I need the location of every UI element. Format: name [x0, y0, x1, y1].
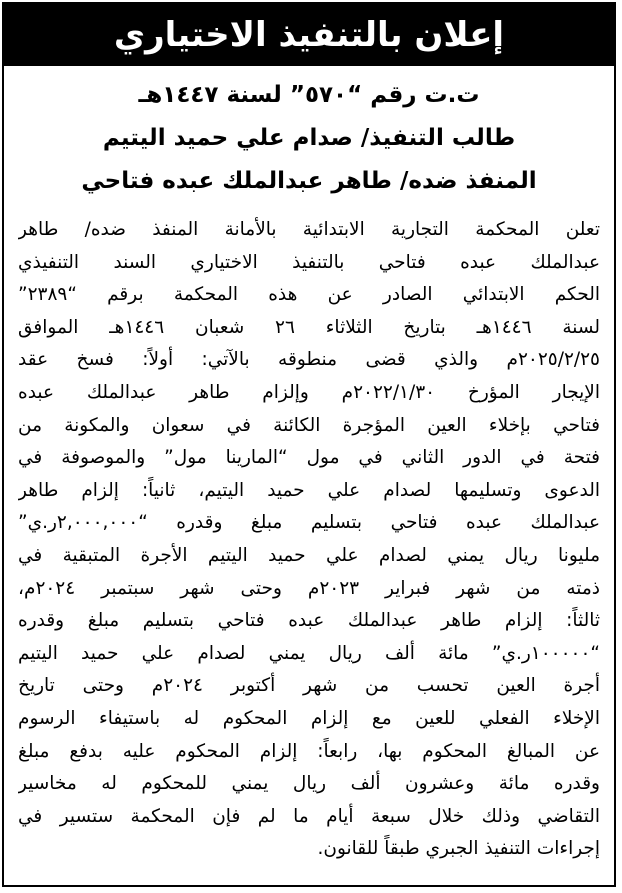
- respondent-line: المنفذ ضده/ طاهر عبدالملك عبده فتاحي: [81, 168, 537, 194]
- notice-banner: [4, 4, 614, 66]
- notice-body: [18, 214, 600, 866]
- body-line: الإخلاء الفعلي للعين مع إلزام المحكوم له باستيفاء الرسوم: [18, 707, 600, 729]
- body-line: إجراءات التنفيذ الجبري طبقاً للقانون.: [317, 838, 600, 860]
- body-line: ٢٠٢٥/٢/٢٥م والذي قضى منطوقه بالآتي: أولاً: فسخ عقد: [18, 349, 600, 371]
- body-line: وقدره مائة وعشرون ألف ريال يمني للمحكوم له مخاسير: [18, 773, 600, 795]
- body-line: فتاحي بإخلاء العين المؤجرة الكائنة في سعوان والمكونة من: [18, 414, 600, 436]
- body-line: مليونا ريال يمني لصدام علي حميد اليتيم الأجرة المتبقية في: [18, 544, 600, 566]
- body-line: “١٠٠٠٠٠ر.ي” مائة ألف ريال يمني لصدام علي حميد اليتيم: [18, 642, 600, 664]
- body-line: ذمته من شهر فبراير ٢٠٢٣م وحتى شهر سبتمبر ٢٠٢٤م،: [18, 577, 600, 599]
- body-line: فتحة في الدور الثاني في مول “المارينا مول” والموصوفة في: [18, 447, 600, 469]
- body-line: الدعوى وتسليمها لصدام علي حميد اليتيم، ثانياً: إلزام طاهر: [18, 479, 600, 501]
- notice-title: إعلان بالتنفيذ الاختياري: [113, 15, 505, 55]
- notice-headings: [4, 74, 614, 203]
- case-reference: ت.ت رقم “٥٧٠” لسنة ١٤٤٧هـ: [138, 82, 480, 108]
- body-line: عن المبالغ المحكوم بها، رابعاً: إلزام المحكوم عليه بدفع مبلغ: [18, 740, 600, 762]
- body-line: أجرة العين تحسب من شهر أكتوبر ٢٠٢٤م وحتى تاريخ: [18, 675, 600, 697]
- body-line: لسنة ١٤٤٦هـ بتاريخ الثلاثاء ٢٦ شعبان ١٤٤٦هـ الموافق: [18, 316, 600, 338]
- body-line: تعلن المحكمة التجارية الابتدائية بالأمانة المنفذ ضده/ طاهر: [18, 219, 600, 240]
- body-line: ثالثاً: إلزام طاهر عبدالملك عبده فتاحي بتسليم مبلغ وقدره: [18, 610, 600, 632]
- body-line: عبدالملك عبده فتاحي بالتنفيذ الاختياري السند التنفيذي: [18, 251, 600, 273]
- body-line: عبدالملك عبده فتاحي بتسليم مبلغ وقدره “٢,٠٠٠,٠٠٠ر.ي”: [18, 512, 600, 534]
- applicant-line: طالب التنفيذ/ صدام علي حميد اليتيم: [102, 125, 516, 151]
- notice-frame: [2, 2, 616, 887]
- body-line: الإيجار المؤرخ ٢٠٢٢/١/٣٠م وإلزام طاهر عبدالملك عبده: [18, 381, 600, 403]
- body-line: التقاضي وذلك خلال سبعة أيام ما لم فإن المحكمة ستسير في: [18, 805, 600, 827]
- body-line: الحكم الابتدائي الصادر عن هذه المحكمة برقم “٢٣٨٩”: [18, 284, 600, 306]
